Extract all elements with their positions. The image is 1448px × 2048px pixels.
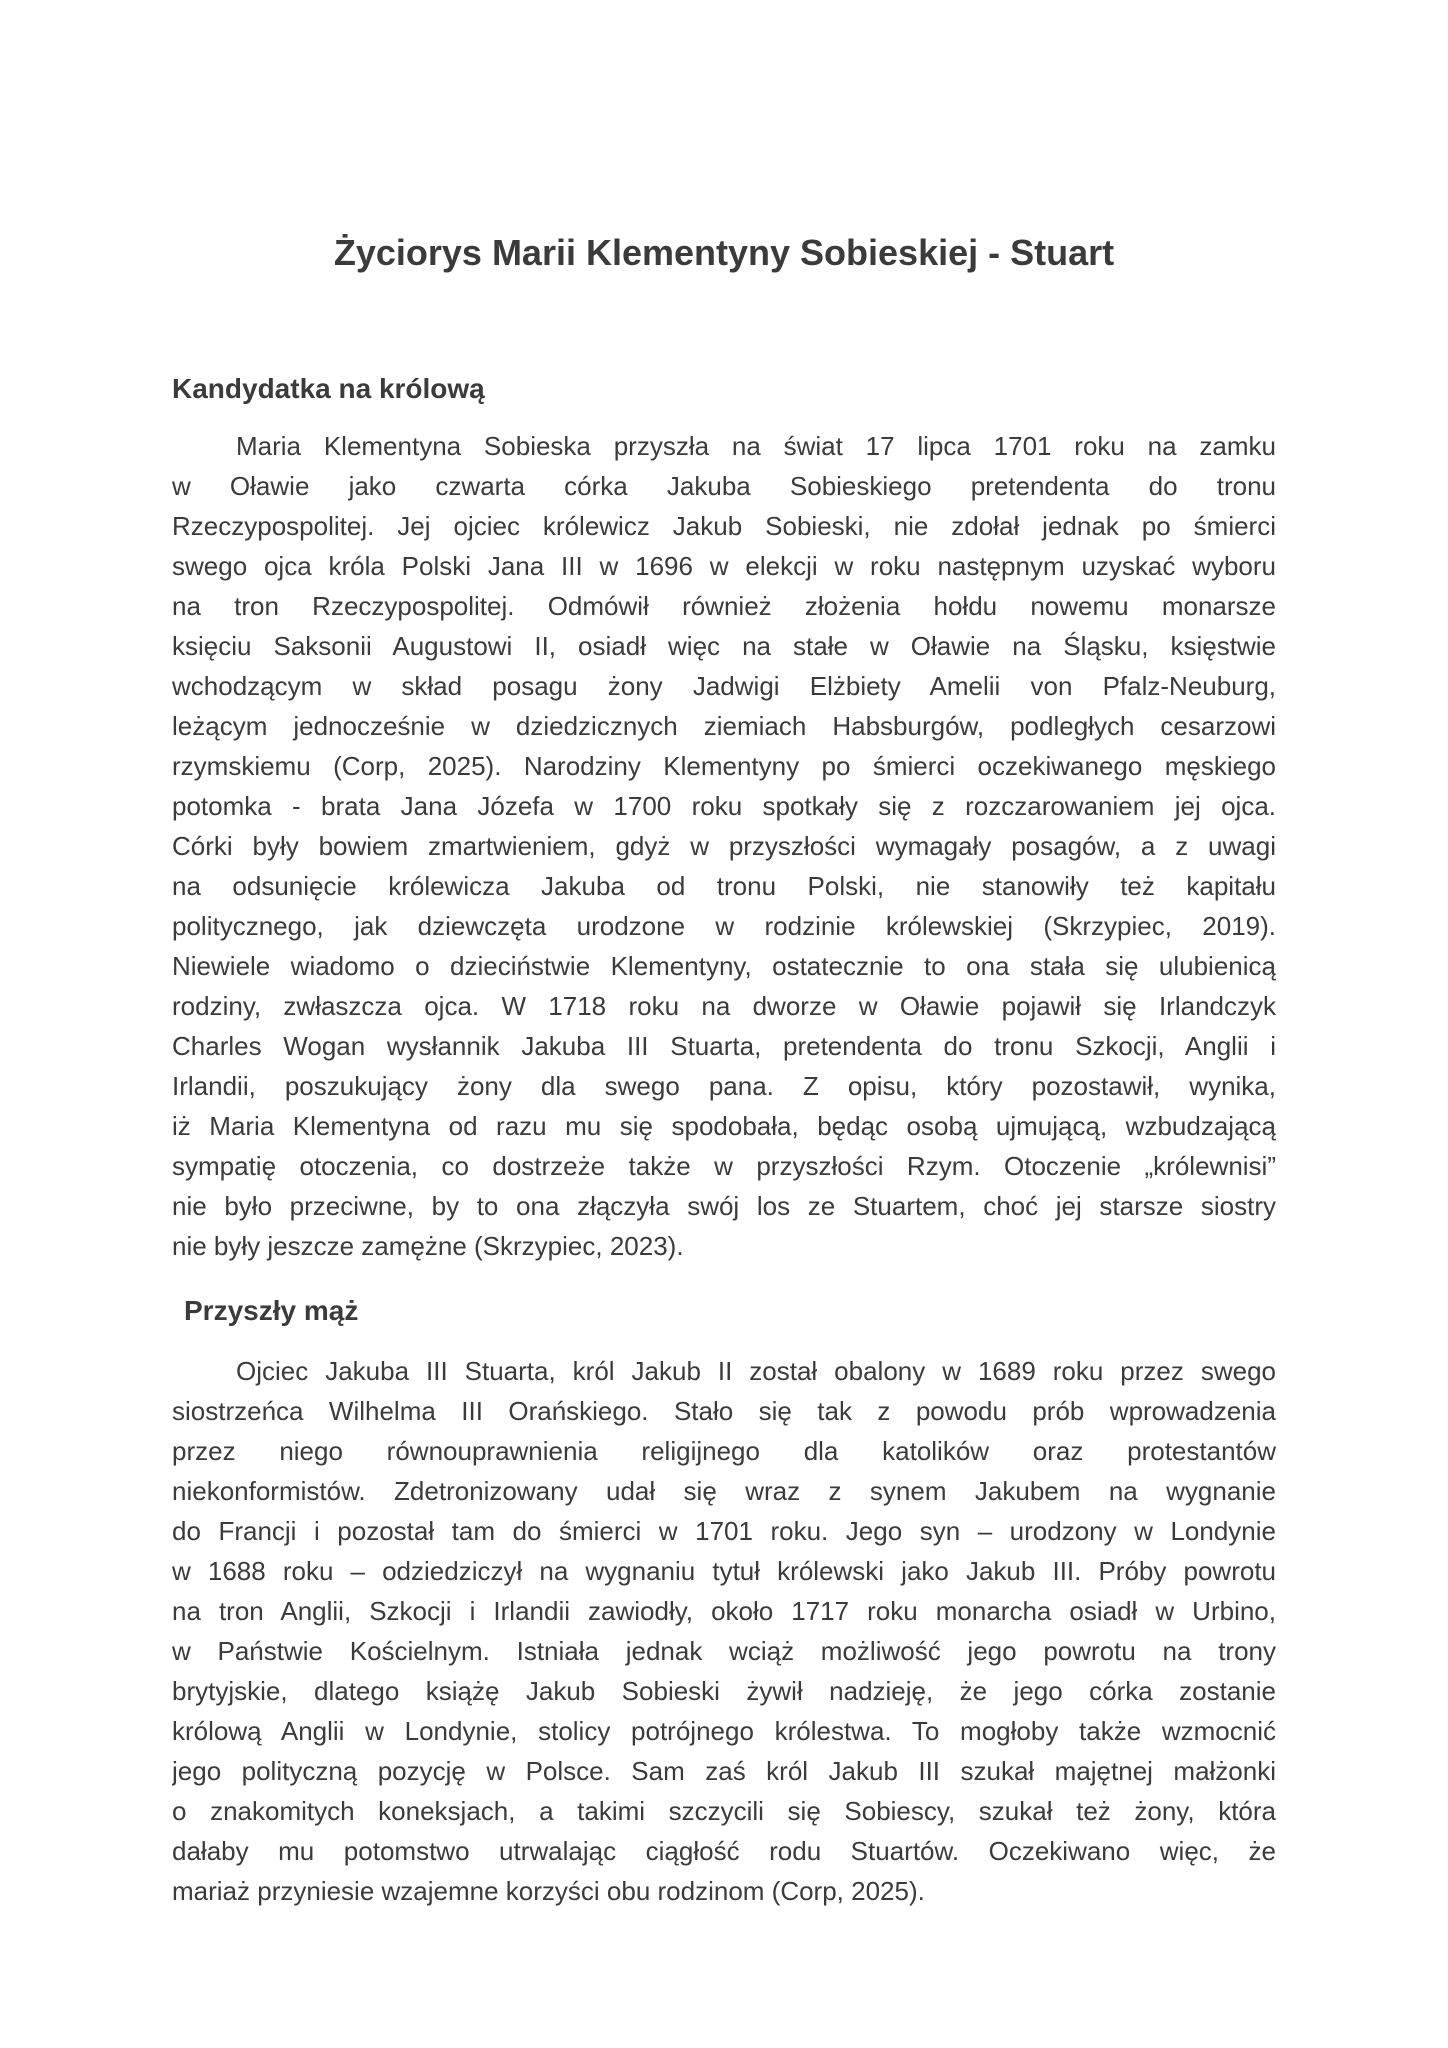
paragraph-kandydatka <box>172 426 1276 1266</box>
text-line: Niewiele wiadomo o dzieciństwie Klementyny, ostatecznie to ona stała się ulubienicą <box>172 951 1276 981</box>
text-line: Maria Klementyna Sobieska przyszła na świat 17 lipca 1701 roku na zamku <box>236 431 1276 461</box>
text-line: Rzeczypospolitej. Jej ojciec królewicz Jakub Sobieski, nie zdołał jednak po śmierci <box>172 511 1276 541</box>
text-line: wchodzącym w skład posagu żony Jadwigi Elżbiety Amelii von Pfalz-Neuburg, <box>172 671 1276 701</box>
text-line: Charles Wogan wysłannik Jakuba III Stuarta, pretendenta do tronu Szkocji, Anglii i <box>172 1031 1276 1061</box>
document-title: Życiorys Marii Klementyny Sobieskiej - Stuart <box>333 232 1115 273</box>
text-line: na odsunięcie królewicza Jakuba od tronu Polski, nie stanowiły też kapitału <box>172 871 1276 901</box>
text-line: niekonformistów. Zdetronizowany udał się wraz z synem Jakubem na wygnanie <box>172 1476 1276 1506</box>
text-line: swego ojca króla Polski Jana III w 1696 w elekcji w roku następnym uzyskać wyboru <box>172 551 1276 581</box>
text-line: księciu Saksonii Augustowi II, osiadł więc na stałe w Oławie na Śląsku, księstwie <box>172 631 1276 661</box>
text-line: politycznego, jak dziewczęta urodzone w rodzinie królewskiej (Skrzypiec, 2019). <box>172 911 1276 941</box>
text-line: rodziny, zwłaszcza ojca. W 1718 roku na dworze w Oławie pojawił się Irlandczyk <box>172 991 1276 1021</box>
text-line: Ojciec Jakuba III Stuarta, król Jakub II został obalony w 1689 roku przez swego <box>236 1356 1276 1386</box>
text-line: dałaby mu potomstwo utrwalając ciągłość rodu Stuartów. Oczekiwano więc, że <box>172 1836 1276 1866</box>
text-line: na tron Anglii, Szkocji i Irlandii zawiodły, około 1717 roku monarcha osiadł w Urbino, <box>172 1596 1276 1626</box>
section-kandydatka-na-krolowa <box>172 368 1276 1266</box>
text-line: w Państwie Kościelnym. Istniała jednak wciąż możliwość jego powrotu na trony <box>172 1636 1276 1666</box>
text-line: nie były jeszcze zamężne (Skrzypiec, 2023). <box>172 1231 684 1261</box>
text-line: królową Anglii w Londynie, stolicy potrójnego królestwa. To mogłoby także wzmocnić <box>172 1716 1276 1746</box>
paragraph-przyszly-maz <box>172 1351 1276 1911</box>
text-line: rzymskiemu (Corp, 2025). Narodziny Klementyny po śmierci oczekiwanego męskiego <box>172 751 1276 781</box>
text-line: sympatię otoczenia, co dostrzeże także w przyszłości Rzym. Otoczenie „królewnisi” <box>172 1151 1276 1181</box>
text-line: o znakomitych koneksjach, a takimi szczycili się Sobiescy, szukał też żony, która <box>172 1796 1276 1826</box>
text-line: Irlandii, poszukujący żony dla swego pana. Z opisu, który pozostawił, wynika, <box>172 1071 1276 1101</box>
text-line: przez niego równouprawnienia religijnego dla katolików oraz protestantów <box>172 1436 1276 1466</box>
section-heading-przyszly-maz: Przyszły mąż <box>184 1295 359 1326</box>
text-line: w 1688 roku – odziedziczył na wygnaniu tytuł królewski jako Jakub III. Próby powrotu <box>172 1556 1276 1586</box>
text-line: iż Maria Klementyna od razu mu się spodobała, będąc osobą ujmującą, wzbudzającą <box>172 1111 1276 1141</box>
text-line: nie było przeciwne, by to ona złączyła swój los ze Stuartem, choć jej starsze siostry <box>172 1191 1276 1221</box>
text-line: w Oławie jako czwarta córka Jakuba Sobieskiego pretendenta do tronu <box>172 471 1276 501</box>
section-przyszly-maz <box>172 1290 1276 1911</box>
text-line: na tron Rzeczypospolitej. Odmówił również złożenia hołdu nowemu monarsze <box>172 591 1276 621</box>
text-line: jego polityczną pozycję w Polsce. Sam zaś król Jakub III szukał majętnej małżonki <box>172 1756 1276 1786</box>
text-line: Córki były bowiem zmartwieniem, gdyż w przyszłości wymagały posagów, a z uwagi <box>172 831 1276 861</box>
text-line: potomka - brata Jana Józefa w 1700 roku spotkały się z rozczarowaniem jej ojca. <box>172 791 1276 821</box>
text-line: brytyjskie, dlatego książę Jakub Sobieski żywił nadzieję, że jego córka zostanie <box>172 1676 1276 1706</box>
text-line: mariaż przyniesie wzajemne korzyści obu rodzinom (Corp, 2025). <box>172 1876 925 1906</box>
text-line: leżącym jednocześnie w dziedzicznych ziemiach Habsburgów, podległych cesarzowi <box>172 711 1276 741</box>
text-line: siostrzeńca Wilhelma III Orańskiego. Stało się tak z powodu prób wprowadzenia <box>172 1396 1276 1426</box>
section-heading-kandydatka: Kandydatka na królową <box>172 373 485 404</box>
text-line: do Francji i pozostał tam do śmierci w 1701 roku. Jego syn – urodzony w Londynie <box>172 1516 1276 1546</box>
